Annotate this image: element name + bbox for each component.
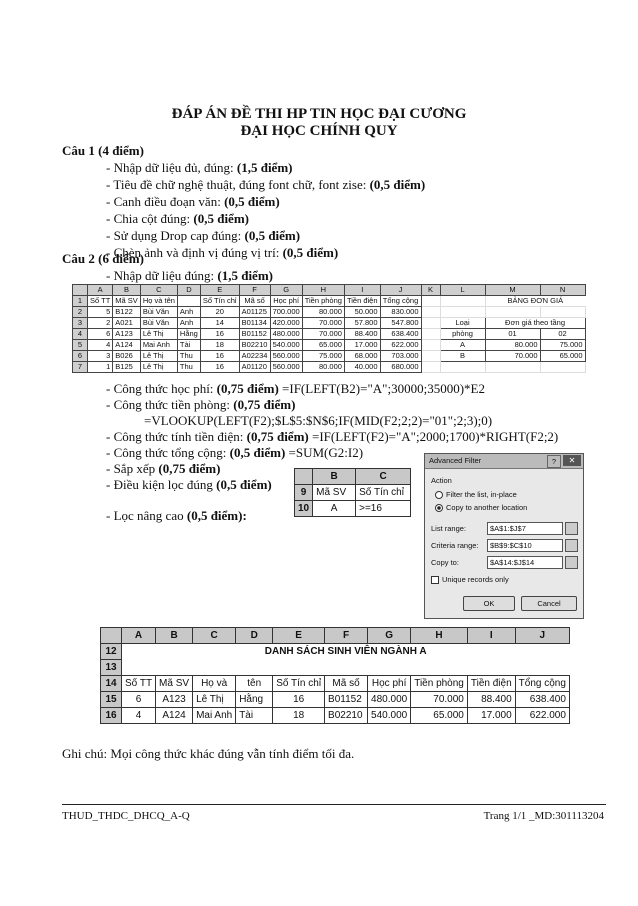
spreadsheet-data [72,284,586,373]
close-icon[interactable]: ✕ [563,455,581,466]
table-row: 16 4 A124 Mai Anh Tài 18 B02210 540.000 65.000 17.000 622.000 [101,708,570,724]
ok-button[interactable]: OK [463,596,515,611]
q1-item: - Tiêu đề chữ nghệ thuật, đúng font chữ, font zise: (0,5 điểm) [106,177,426,192]
range-picker-icon[interactable] [565,522,578,535]
note-text: Ghi chú: Mọi công thức khác đúng vẫn tính điểm tối đa. [62,746,355,761]
radio-icon [435,491,443,499]
formula-room-label: - Công thức tiền phòng: (0,75 điểm) [106,397,296,412]
footer-rule [62,804,606,805]
formula-tuition: - Công thức học phí: (0,75 điểm) =IF(LEFT(B2)="A";30000;35000)*E2 [106,381,485,396]
radio-selected-icon [435,504,443,512]
help-icon[interactable]: ? [547,455,561,468]
table-header-row: 14 Số TT Mã SV Họ và tên Số Tín chỉ Mã số Học phí Tiền phòng Tiền điện Tổng cộng [101,676,570,692]
exam-title: ĐÁP ÁN ĐỀ THI HP TIN HỌC ĐẠI CƯƠNG [171,106,467,122]
column-header-row: A B C D E F G H I J K L M N [73,285,586,296]
table-row: 5 4 A124 Mai Anh Tài 18 B02210 540.000 65.000 17.000 622.000 A 80.000 75.000 [73,340,586,351]
criteria-table: B C 9 Mã SV Số Tín chỉ 10 A >=16 [294,468,411,517]
title-row: 12 DANH SÁCH SINH VIÊN NGÀNH A [101,644,570,660]
copy-to-location-radio[interactable]: Copy to another location [435,503,527,512]
item-filter-criteria: - Điều kiện lọc đúng (0,5 điểm) [106,477,272,492]
q1-item: - Nhập dữ liệu đủ, đúng: (1,5 điểm) [106,160,293,175]
range-picker-icon[interactable] [565,539,578,552]
table-row: 3 2 A021 Bùi Văn Anh 14 B01134 420.000 70.000 57.800 547.800 Loại Đơn giá theo tầng [73,318,586,329]
q2-title: Câu 2 (6 điểm) [62,251,144,266]
criteria-range-label: Criteria range: [431,541,479,550]
table-row: 4 6 A123 Lê Thị Hằng 16 B01152 480.000 70.000 88.400 638.400 phòng 01 02 [73,329,586,340]
checkbox-icon [431,576,439,584]
q2-item-input: - Nhập dữ liệu đúng: (1,5 điểm) [106,268,273,283]
action-label: Action [431,476,452,485]
unique-records-checkbox[interactable]: Unique records only [431,575,509,584]
blank-row: 13 [101,660,570,676]
column-header-row: A B C D E F G H I J [101,628,570,644]
formula-total: - Công thức tổng cộng: (0,5 điểm) =SUM(G2:I2) [106,445,364,460]
filter-in-place-radio[interactable]: Filter the list, in-place [435,490,517,499]
formula-room: =VLOOKUP(LEFT(F2);$L$5:$N$6;IF(MID(F2;2;2)="01";2;3);0) [144,413,493,428]
q1-item: - Canh điều đoạn văn: (0,5 điểm) [106,194,280,209]
table-row: 6 3 B026 Lê Thị Thu 16 A02234 560.000 75.000 68.000 703.000 B 70.000 65.000 [73,351,586,362]
table-header-row: 1 Số TT Mã SV Họ và tên Số Tín chỉ Mã số Học phí Tiền phòng Tiền điện Tổng cộng BẢNG ĐƠN GIÁ [73,296,586,307]
formula-electric: - Công thức tính tiền điện: (0,75 điểm) =IF(LEFT(F2)="A";2000;1700)*RIGHT(F2;2) [106,429,559,444]
table-row: 2 5 B122 Bùi Văn Anh 20 A01125 700.000 80.000 50.000 830.000 [73,307,586,318]
q1-item: - Chia cột đúng: (0,5 điểm) [106,211,249,226]
filtered-result-sheet [100,627,570,724]
q1-item: - Sử dụng Drop cap đúng: (0,5 điểm) [106,228,301,243]
q1-item: - Chèn ảnh và định vị đúng vị trí: (0,5 điểm) [106,245,339,260]
item-advanced-filter: - Lọc nâng cao (0,5 điểm): [106,508,247,523]
footer-code: THUD_THDC_DHCQ_A-Q [62,810,190,822]
exam-subtitle: ĐẠI HỌC CHÍNH QUY [240,123,398,139]
cancel-button[interactable]: Cancel [521,596,577,611]
table-row: 15 6 A123 Lê Thị Hằng 16 B01152 480.000 70.000 88.400 638.400 [101,692,570,708]
dialog-titlebar: Advanced Filter ? ✕ [425,454,583,469]
q1-title: Câu 1 (4 điểm) [62,143,144,158]
footer-page: Trang 1/1 _MD:301113204 [483,810,604,822]
item-sort: - Sắp xếp (0,75 điểm) [106,461,221,476]
range-picker-icon[interactable] [565,556,578,569]
copy-to-field[interactable]: $A$14:$J$14 [487,556,563,569]
criteria-range-field[interactable]: $B$9:$C$10 [487,539,563,552]
advanced-filter-dialog [424,453,584,619]
table-row: 7 1 B125 Lê Thị Thu 16 A01120 560.000 80.000 40.000 680.000 [73,362,586,373]
list-range-field[interactable]: $A$1:$J$7 [487,522,563,535]
copy-to-label: Copy to: [431,558,459,567]
list-range-label: List range: [431,524,467,533]
